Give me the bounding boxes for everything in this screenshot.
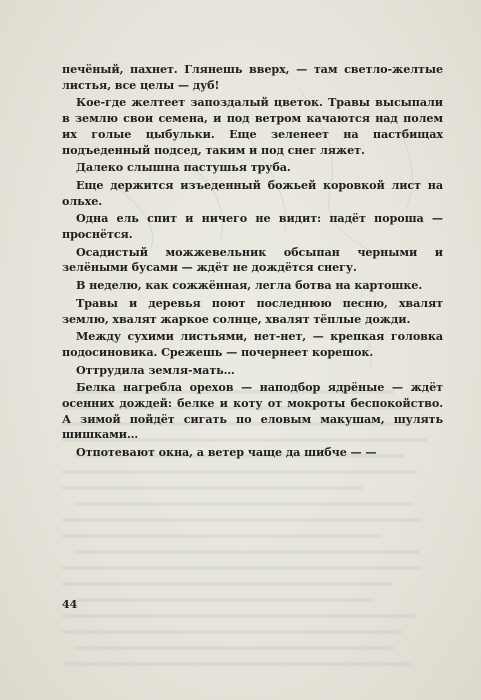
body-text bbox=[62, 62, 443, 463]
paragraph: Осадистый можжевельник обсыпан черными и зелёными бусами — ждёт не дождётся снегу. bbox=[62, 244, 443, 275]
paragraph: печёный, пахнет. Глянешь вверх, — там светло-желтые листья, все целы — дуб! bbox=[62, 62, 443, 92]
page-number: 44 bbox=[62, 598, 78, 611]
paragraph: Травы и деревья поют последнюю песню, хвалят землю, хвалят жаркое солнце, хвалят тёплые дожди. bbox=[62, 295, 443, 326]
paragraph: Оттрудила земля-мать… bbox=[76, 362, 235, 377]
paragraph: Отпотевают окна, а ветер чаще да шибче — — bbox=[76, 445, 377, 460]
paragraph: Далеко слышна пастушья труба. bbox=[76, 160, 291, 175]
paragraph: В неделю, как сожжённая, легла ботва на картошке. bbox=[76, 278, 423, 293]
paragraph: Белка нагребла орехов — наподбор ядрёные — ждёт осенних дождей: белке и коту от мокроты беспокойство. А зимой пойдёт сигать по еловым макушам, шулять шишками… bbox=[62, 380, 443, 442]
paragraph: Одна ель спит и ничего не видит: падёт пороша — проснётся. bbox=[62, 211, 443, 242]
paragraph: Еще держится изъеденный божьей коровкой лист на ольхе. bbox=[62, 177, 443, 208]
paragraph: Между сухими листьями, нет-нет, — крепкая головка подосиновика. Срежешь — почернеет корешок. bbox=[62, 329, 443, 359]
paragraph: Кое-где желтеет запоздалый цветок. Травы высыпали в землю свои семена, и под ветром качаются над полем их голые цыбульки. Еще зеленеет на пастбищах подъеденный подсед, таким и под снег ляжет. bbox=[62, 95, 443, 157]
